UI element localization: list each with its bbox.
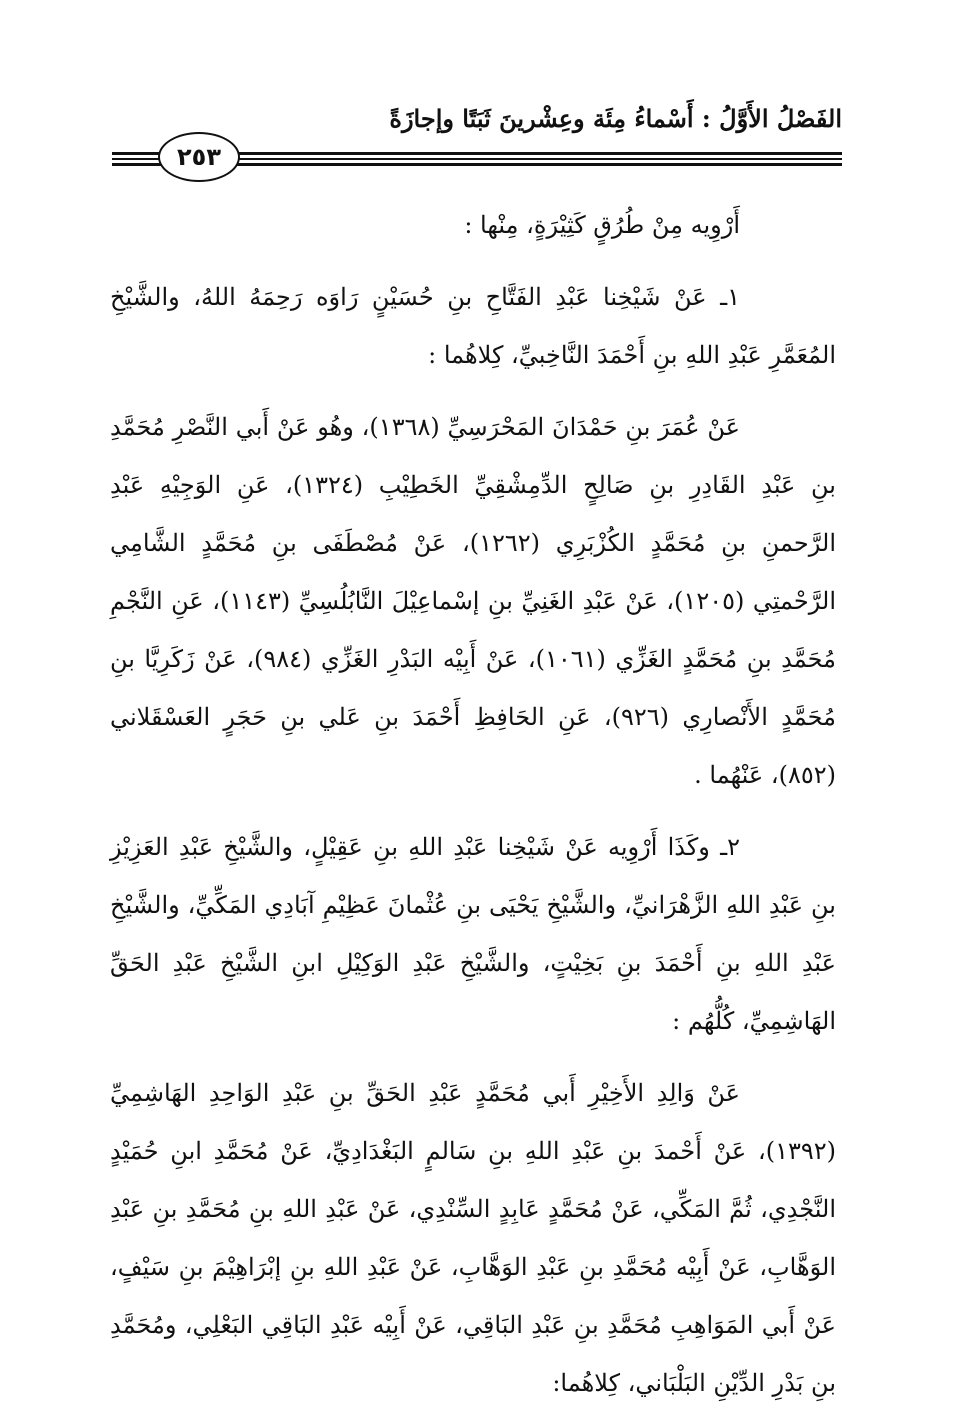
page-number: ٢٥٣ (177, 143, 221, 171)
paragraph-item-2: ٢ـ وكَذَا أَرْوِيه عَنْ شَيْخِنا عَبْدِ اللهِ بنِ عَقِيْلٍ، والشَّيْخِ عَبْدِ العَزِيْزِ بنِ عَبْدِ اللهِ الزَّهْرَانيِّ، والشَّيْخِ يَحْيَى بنِ عُثْمانَ عَظِيْمِ آبَادِي المَكِّيِّ، والشَّيْخِ عَبْدِ اللهِ بنِ أَحْمَدَ بنِ بَخِيْتٍ، والشَّيْخِ عَبْدِ الوَكِيْلِ ابنِ الشَّيْخِ عَبْدِ الحَقِّ الهَاشِمِيِّ، كُلُّهُم : (110, 833, 836, 1035)
paragraph-item-1: ١ـ عَنْ شَيْخِنا عَبْدِ الفَتَّاحِ بنِ حُسَيْنٍ رَاوَه رَحِمَهُ اللهُ، والشَّيْخِ المُعَمَّرِ عَبْدِ اللهِ بنِ أَحْمَدَ النَّاخِبيِّ، كِلاهُما : (110, 283, 836, 369)
page-number-oval (158, 132, 240, 182)
running-header-title: الفَصْلُ الأَوَّلُ : أَسْماءُ مِئَة وعِشْرينَ ثَبَتًا وإجازَةً (389, 104, 842, 133)
body-text (110, 196, 836, 1412)
paragraph-chain-1: عَنْ عُمَرَ بنِ حَمْدَانَ المَحْرَسِيِّ (١٣٦٨)، وهُو عَنْ أَبي النَّصْرِ مُحَمَّدِ بنِ عَبْدِ القَادِرِ بنِ صَالِحٍ الدِّمِشْقِيِّ الخَطِيْبِ (١٣٢٤)، عَنِ الوَجِيْهِ عَبْدِ الرَّحمنِ بنِ مُحَمَّدٍ الكُزْبَرِي (١٢٦٢)، عَنْ مُصْطَفَى بنِ مُحَمَّدٍ الشَّامِي الرَّحْمتِي (١٢٠٥)، عَنْ عَبْدِ الغَنِيِّ بنِ إسْماعِيْلَ النَّابُلُسِيِّ (١١٤٣)، عَنِ النَّجْمِ مُحَمَّدِ بنِ مُحَمَّدٍ الغَزِّي (١٠٦١)، عَنْ أَبِيْه البَدْرِ الغَزِّي (٩٨٤)، عَنْ زَكَرِيَّا بنِ مُحَمَّدٍ الأَنْصارِي (٩٢٦)، عَنِ الحَافِظِ أَحْمَدَ بنِ عَلي بنِ حَجَرٍ العَسْقَلاني (٨٥٢)، عَنْهُما . (110, 413, 836, 789)
paragraph-intro: أَرْوِيه مِنْ طُرُقٍ كَثِيْرَةٍ، مِنْها : (464, 211, 740, 239)
paragraph-chain-2: عَنْ وَالِدِ الأَخِيْرِ أَبي مُحَمَّدٍ عَبْدِ الحَقِّ بنِ عَبْدِ الوَاحِدِ الهَاشِمِيِّ (١٣٩٢)، عَنْ أَحْمدَ بنِ عَبْدِ اللهِ بنِ سَالمٍ البَغْدَادِيِّ، عَنْ مُحَمَّدِ ابنِ حُمَيْدٍ النَّجْدِي، ثُمَّ المَكِّي، عَنْ مُحَمَّدٍ عَابِدٍ السِّنْدِي، عَنْ عَبْدِ اللهِ بنِ مُحَمَّدِ بنِ عَبْدِ الوَهَّابِ، عَنْ أَبِيْه مُحَمَّدِ بنِ عَبْدِ الوَهَّابِ، عَنْ عَبْدِ اللهِ بنِ إبْرَاهِيْمَ بنِ سَيْفٍ، عَنْ أَبي المَوَاهِبِ مُحَمَّدِ بنِ عَبْدِ البَاقِي، عَنْ أَبِيْه عَبْدِ البَاقِي البَعْلِي، ومُحَمَّدِ بنِ بَدْرِ الدِّيْنِ البَلْبَاني، كِلاهُما: (110, 1079, 836, 1397)
